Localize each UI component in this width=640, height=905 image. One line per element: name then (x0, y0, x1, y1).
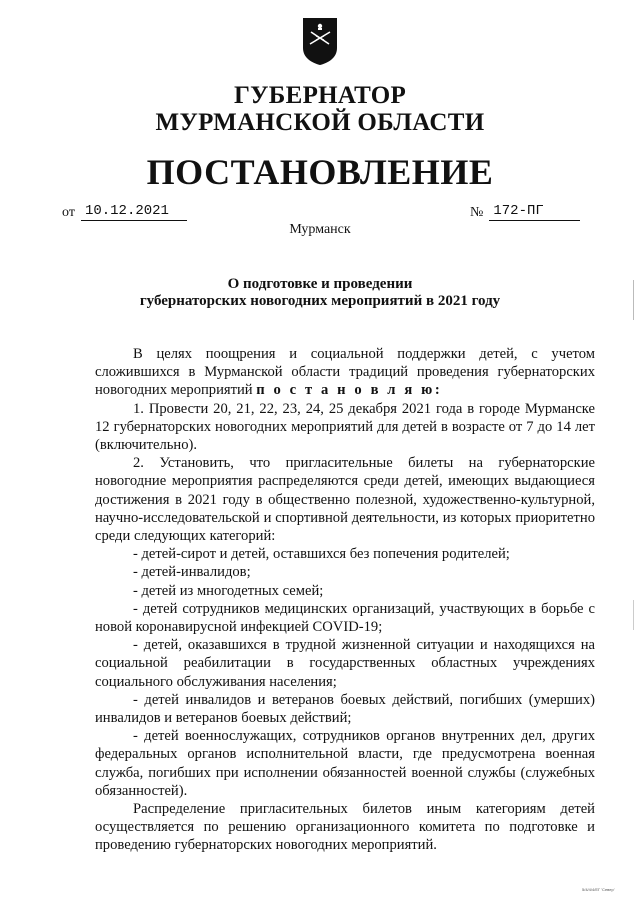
category-item: - детей сотрудников медицинских организаций, участвующих в борьбе с новой коронавирусной инфекцией COVID-19; (95, 600, 595, 636)
category-item: - детей-инвалидов; (133, 564, 251, 581)
document-body (95, 345, 595, 855)
number-label: № (470, 205, 484, 220)
document-title-line1: О подготовке и проведении (227, 276, 413, 292)
item-1-paragraph: 1. Провести 20, 21, 22, 23, 24, 25 декабря 2021 года в городе Мурманске 12 губернаторских новогодних мероприятий для детей в возрасте от 7 до 14 лет (включительно). (95, 400, 595, 454)
date-label: от (62, 205, 75, 220)
item-2-paragraph: 2. Установить, что пригласительные билеты на губернаторские новогодние мероприятия распределяются среди детей, имеющих выдающиеся достижения в 2021 году в общественно полезной, художественно-культурной, научно-исследовательской и спортивной деятельности, из которых приоритетно среди следующих категорий: (95, 455, 595, 545)
category-item: - детей инвалидов и ветеранов боевых действий, погибших (умерших) инвалидов и ветеранов боевых действий; (95, 691, 595, 727)
date-row (62, 203, 187, 223)
category-item: - детей-сирот и детей, оставшихся без попечения родителей; (133, 546, 510, 563)
resolve-word: п о с т а н о в л я ю: (256, 382, 443, 399)
authority-title-line2: МУРМАНСКОЙ ОБЛАСТИ (155, 109, 485, 136)
number-row (470, 203, 580, 223)
scan-margin-mark (633, 280, 634, 320)
coat-of-arms-icon (301, 16, 339, 66)
date-value: 10.12.2021 (81, 203, 187, 221)
document-type: ПОСТАНОВЛЕНИЕ (146, 152, 494, 192)
document-title-line2: губернаторских новогодних мероприятий в 2021 году (139, 293, 501, 309)
scan-margin-mark (633, 600, 634, 630)
number-value: 172-ПГ (489, 203, 580, 221)
category-item: - детей военнослужащих, сотрудников органов внутренних дел, других федеральных органов исполнительной власти, где предусмотрена военная служба, погибших при исполнении обязанностей военной службы (служебных обязанностей). (95, 728, 595, 799)
category-item: - детей, оказавшихся в трудной жизненной ситуации и находящихся на социальной реабилитации в государственных областных учреждениях социального обслуживания населения; (95, 637, 595, 690)
authority-title-line1: ГУБЕРНАТОР (233, 82, 407, 109)
intro-text: В целях поощрения и социальной поддержки детей, с учетом сложившихся в Мурманской области традиций проведения губернаторских новогодних мероприятий (95, 346, 595, 399)
city: Мурманск (289, 222, 351, 237)
intro-paragraph (95, 345, 595, 400)
category-item: - детей из многодетных семей; (133, 582, 324, 599)
distribution-paragraph: Распределение пригласительных билетов иным категориям детей осуществляется по решению организационного комитета по подготовке и проведению губернаторских новогодних мероприятий. (95, 801, 595, 854)
footer-code: 5/4/4/4/ЕГ 'Север' (582, 887, 615, 892)
